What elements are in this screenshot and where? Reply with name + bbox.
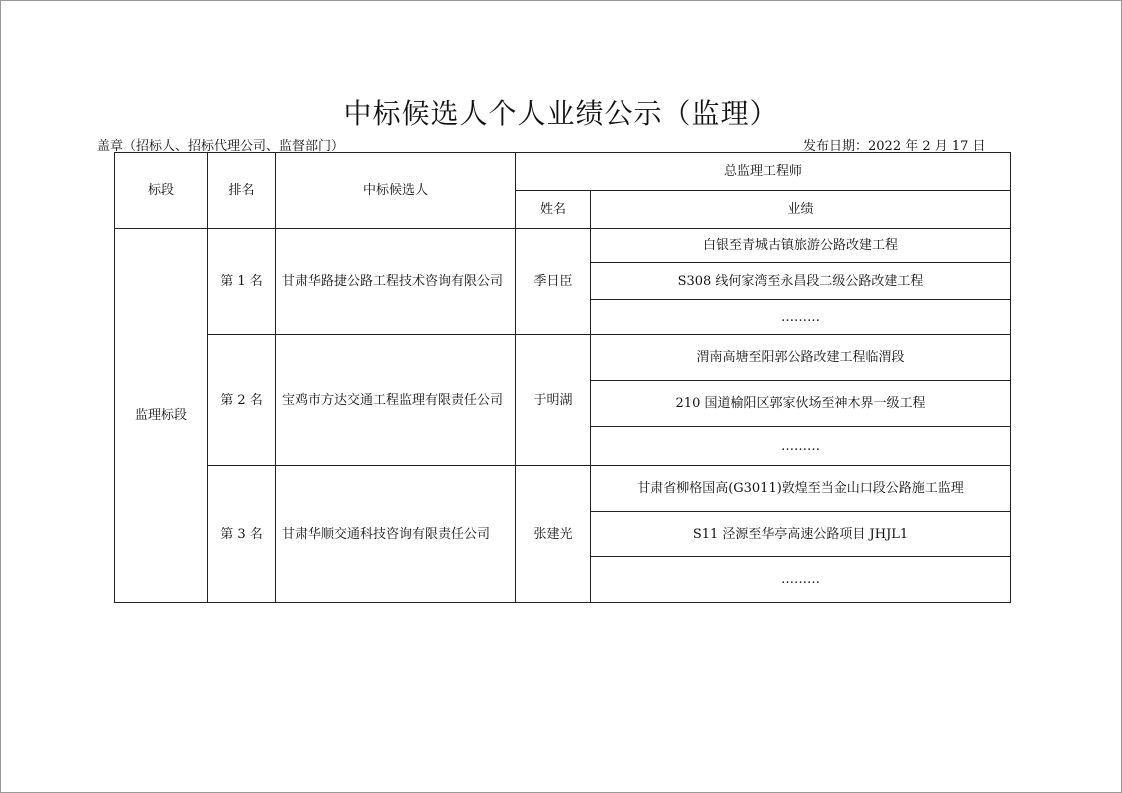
project-cell: S308 线何家湾至永昌段二级公路改建工程 xyxy=(591,263,1011,300)
header-chief-engineer: 总监理工程师 xyxy=(516,153,1011,191)
table-row xyxy=(115,466,1011,512)
header-rank: 排名 xyxy=(208,153,276,229)
rank-cell: 第 3 名 xyxy=(208,466,276,603)
person-cell: 季日臣 xyxy=(516,229,591,335)
person-cell: 于明湖 xyxy=(516,335,591,466)
person-cell: 张建光 xyxy=(516,466,591,603)
project-cell: 甘肃省柳格国高(G3011)敦煌至当金山口段公路施工监理 xyxy=(591,466,1011,512)
project-cell: 渭南高塘至阳郭公路改建工程临渭段 xyxy=(591,335,1011,381)
header-name: 姓名 xyxy=(516,191,591,229)
seal-label: 盖章（招标人、招标代理公司、监督部门） xyxy=(97,139,345,154)
company-cell: 甘肃华路捷公路工程技术咨询有限公司 xyxy=(276,229,516,335)
table-row xyxy=(115,335,1011,381)
project-ellipsis-cell: ……… xyxy=(591,557,1011,603)
project-cell: S11 泾源至华亭高速公路项目 JHJL1 xyxy=(591,512,1011,557)
header-performance: 业绩 xyxy=(591,191,1011,229)
publish-date: 发布日期：2022 年 2 月 17 日 xyxy=(803,139,986,154)
header-section: 标段 xyxy=(115,153,208,229)
rank-cell: 第 1 名 xyxy=(208,229,276,335)
header-candidate: 中标候选人 xyxy=(276,153,516,229)
table-row xyxy=(115,229,1011,263)
rank-cell: 第 2 名 xyxy=(208,335,276,466)
project-ellipsis-cell: ……… xyxy=(591,300,1011,335)
section-cell: 监理标段 xyxy=(115,229,208,603)
candidate-table xyxy=(114,152,1011,603)
page-title: 中标候选人个人业绩公示（监理） xyxy=(343,97,779,130)
project-cell: 210 国道榆阳区郭家伙场至神木界一级工程 xyxy=(591,381,1011,427)
project-ellipsis-cell: ……… xyxy=(591,427,1011,466)
header-row xyxy=(115,153,1011,191)
company-cell: 宝鸡市方达交通工程监理有限责任公司 xyxy=(276,335,516,466)
company-cell: 甘肃华顺交通科技咨询有限责任公司 xyxy=(276,466,516,603)
project-cell: 白银至青城古镇旅游公路改建工程 xyxy=(591,229,1011,263)
